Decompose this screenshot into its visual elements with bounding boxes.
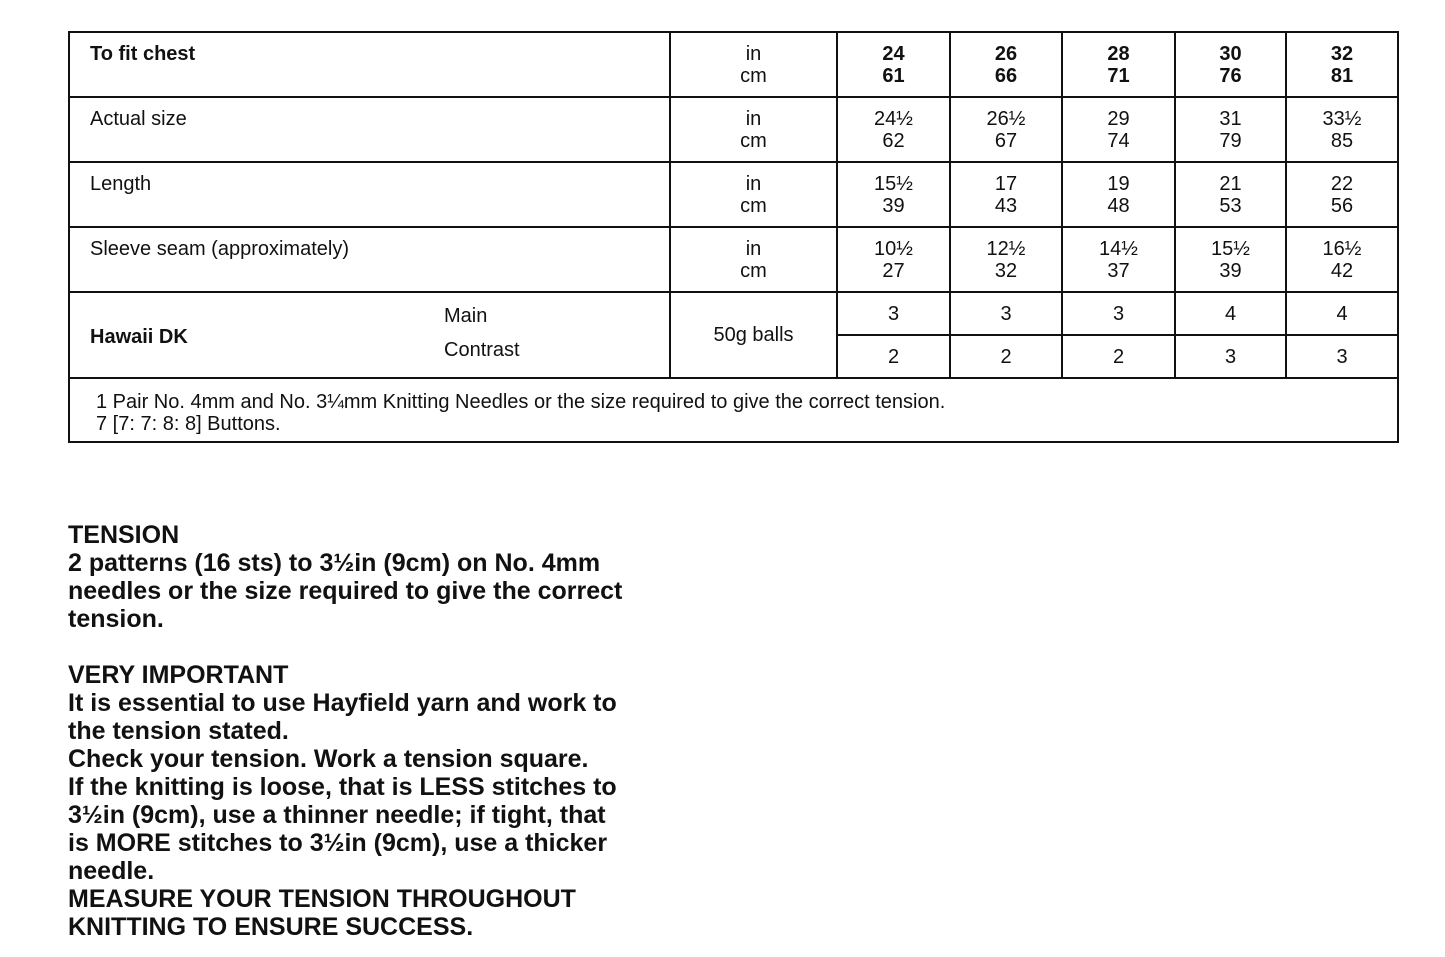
value-cm: 66 xyxy=(994,65,1018,87)
size-value-cell xyxy=(837,227,950,292)
unit-label: in xyxy=(745,238,762,260)
important-line: the tension stated. xyxy=(68,717,289,745)
value-cm: 71 xyxy=(1107,65,1130,87)
contrast-balls-value: 3 xyxy=(1286,335,1398,378)
size-value-cell xyxy=(837,32,950,97)
unit-label: cm xyxy=(740,195,767,217)
unit-label: cm xyxy=(740,65,767,87)
value-cm: 67 xyxy=(994,130,1018,152)
size-value-cell xyxy=(1062,227,1175,292)
value-cm: 56 xyxy=(1330,195,1354,217)
unit-label: cm xyxy=(740,130,767,152)
important-line: 3½in (9cm), use a thinner needle; if tight, that xyxy=(68,801,606,829)
yarn-unit: 50g balls xyxy=(670,292,837,378)
value-in: 15½ xyxy=(1211,238,1250,260)
size-value-cell xyxy=(1175,162,1286,227)
value-in: 32 xyxy=(1330,43,1354,65)
unit-label: in xyxy=(745,108,762,130)
value-cm: 43 xyxy=(994,195,1018,217)
size-value-cell xyxy=(950,97,1062,162)
yarn-label-cell xyxy=(69,292,670,378)
unit-label: in xyxy=(745,173,762,195)
size-value-cell xyxy=(1286,97,1398,162)
main-balls-value: 4 xyxy=(1175,292,1286,335)
size-row xyxy=(69,32,1398,97)
size-value-cell xyxy=(950,32,1062,97)
section-gap xyxy=(68,633,728,661)
value-in: 19 xyxy=(1107,173,1130,195)
tension-heading: TENSION xyxy=(68,521,180,549)
unit-label: cm xyxy=(740,260,767,282)
size-value-cell xyxy=(950,227,1062,292)
size-value-cell xyxy=(837,162,950,227)
important-line: Check your tension. Work a tension square. xyxy=(68,745,589,773)
important-line: needle. xyxy=(68,857,155,885)
size-value-cell xyxy=(1062,32,1175,97)
contrast-balls-value: 2 xyxy=(950,335,1062,378)
contrast-balls-value: 3 xyxy=(1175,335,1286,378)
value-cm: 42 xyxy=(1330,260,1354,282)
value-cm: 62 xyxy=(882,130,905,152)
size-value-cell xyxy=(837,97,950,162)
size-value-cell xyxy=(1286,32,1398,97)
yarn-row-main xyxy=(69,292,1398,335)
value-cm: 53 xyxy=(1219,195,1242,217)
value-in: 21 xyxy=(1219,173,1242,195)
value-in: 31 xyxy=(1219,108,1242,130)
row-label: To fit chest xyxy=(69,32,670,97)
notes-row xyxy=(69,378,1398,442)
value-in: 17 xyxy=(994,173,1018,195)
value-cm: 39 xyxy=(1219,260,1242,282)
size-table xyxy=(68,31,1399,443)
value-in: 15½ xyxy=(874,173,913,195)
value-in: 28 xyxy=(1107,43,1130,65)
value-in: 14½ xyxy=(1099,238,1138,260)
main-balls-value: 3 xyxy=(837,292,950,335)
unit-label: in xyxy=(745,43,762,65)
size-value-cell xyxy=(1175,32,1286,97)
note-line: 1 Pair No. 4mm and No. 3¼mm Knitting Needles or the size required to give the correct tension. xyxy=(96,391,946,413)
important-line: MEASURE YOUR TENSION THROUGHOUT xyxy=(68,885,576,913)
important-line: KNITTING TO ENSURE SUCCESS. xyxy=(68,913,474,941)
contrast-balls-value: 2 xyxy=(1062,335,1175,378)
size-row xyxy=(69,97,1398,162)
tension-line: tension. xyxy=(68,605,164,633)
size-row xyxy=(69,162,1398,227)
main-colour-label: Main xyxy=(444,305,488,327)
value-in: 30 xyxy=(1219,43,1242,65)
contrast-colour-label: Contrast xyxy=(444,339,520,361)
value-cm: 27 xyxy=(882,260,905,282)
unit-cell xyxy=(670,162,837,227)
value-in: 33½ xyxy=(1322,108,1362,130)
main-balls-value: 3 xyxy=(1062,292,1175,335)
value-cm: 61 xyxy=(882,65,905,87)
value-cm: 37 xyxy=(1107,260,1130,282)
size-value-cell xyxy=(1286,227,1398,292)
value-cm: 48 xyxy=(1107,195,1130,217)
value-cm: 39 xyxy=(882,195,905,217)
unit-cell xyxy=(670,32,837,97)
contrast-balls-value: 2 xyxy=(837,335,950,378)
value-cm: 76 xyxy=(1219,65,1242,87)
size-value-cell xyxy=(1062,97,1175,162)
value-in: 29 xyxy=(1107,108,1130,130)
row-label: Actual size xyxy=(69,97,670,162)
unit-cell xyxy=(670,227,837,292)
value-cm: 32 xyxy=(994,260,1018,282)
yarn-brand: Hawaii DK xyxy=(90,326,188,348)
value-in: 22 xyxy=(1330,173,1354,195)
value-cm: 74 xyxy=(1107,130,1130,152)
important-line: is MORE stitches to 3½in (9cm), use a thicker xyxy=(68,829,608,857)
main-balls-value: 4 xyxy=(1286,292,1398,335)
value-in: 16½ xyxy=(1322,238,1362,260)
tension-line: needles or the size required to give the correct xyxy=(68,577,623,605)
important-line: It is essential to use Hayfield yarn and work to xyxy=(68,689,617,717)
size-value-cell xyxy=(1175,97,1286,162)
main-balls-value: 3 xyxy=(950,292,1062,335)
tension-section xyxy=(68,521,728,941)
row-label: Length xyxy=(69,162,670,227)
value-in: 26½ xyxy=(986,108,1026,130)
unit-cell xyxy=(670,97,837,162)
value-in: 10½ xyxy=(874,238,913,260)
value-cm: 81 xyxy=(1330,65,1354,87)
value-in: 26 xyxy=(994,43,1018,65)
size-value-cell xyxy=(1175,227,1286,292)
tension-line: 2 patterns (16 sts) to 3½in (9cm) on No. 4mm xyxy=(68,549,601,577)
value-in: 24½ xyxy=(874,108,913,130)
value-in: 24 xyxy=(882,43,905,65)
note-line: 7 [7: 7: 8: 8] Buttons. xyxy=(96,413,281,435)
important-line: If the knitting is loose, that is LESS stitches to xyxy=(68,773,617,801)
value-cm: 79 xyxy=(1219,130,1242,152)
important-heading: VERY IMPORTANT xyxy=(68,661,289,689)
requirements-notes xyxy=(69,378,1398,442)
size-row xyxy=(69,227,1398,292)
size-value-cell xyxy=(1062,162,1175,227)
size-value-cell xyxy=(950,162,1062,227)
size-value-cell xyxy=(1286,162,1398,227)
value-in: 12½ xyxy=(986,238,1026,260)
row-label: Sleeve seam (approximately) xyxy=(69,227,670,292)
value-cm: 85 xyxy=(1330,130,1354,152)
